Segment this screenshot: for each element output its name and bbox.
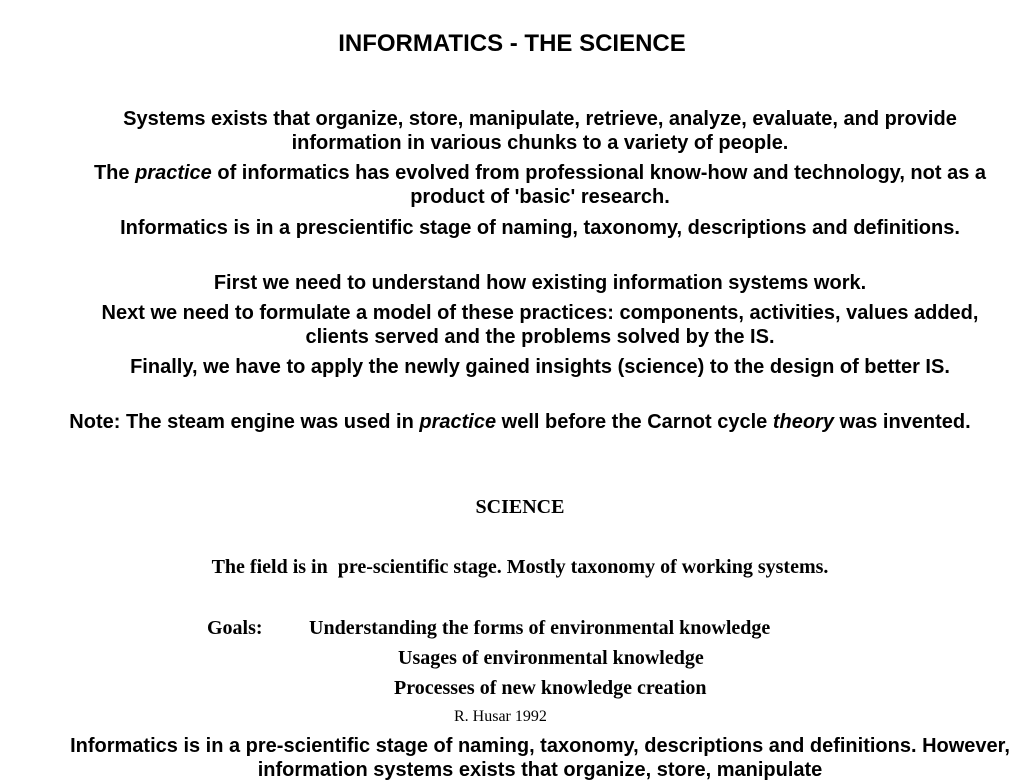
goal-item: Understanding the forms of environmental knowledge: [309, 617, 771, 639]
goal-item: Usages of environmental knowledge: [398, 647, 704, 669]
paragraph-practice-emphasis: practice: [135, 162, 212, 184]
paragraph-practice: [90, 161, 990, 209]
note-before: Note: The steam engine was used in: [69, 411, 420, 433]
science-heading: SCIENCE: [475, 496, 565, 518]
paragraph-practice-before: The: [93, 162, 136, 184]
goals-label: Goals:: [207, 617, 263, 639]
paragraph-model: Next we need to formulate a model of these practices: components, activities, values added, clients served and the problems solved by the IS.: [101, 302, 979, 348]
note-emphasis-practice: practice: [419, 411, 497, 433]
author-credit: R. Husar 1992: [454, 708, 547, 725]
paragraph-systems-exist: Systems exists that organize, store, manipulate, retrieve, analyze, evaluate, and provide information in various chunks to a variety of people.: [123, 108, 957, 154]
paragraph-apply: Finally, we have to apply the newly gained insights (science) to the design of better IS.: [130, 356, 950, 378]
note-after: was invented.: [833, 411, 971, 433]
note-middle: well before the Carnot cycle: [496, 411, 773, 433]
goal-item: Processes of new knowledge creation: [394, 677, 707, 699]
paragraph-understand: First we need to understand how existing information systems work.: [213, 272, 867, 294]
paragraph-prescientific: Informatics is in a prescientific stage of naming, taxonomy, descriptions and definitions.: [120, 217, 960, 239]
science-stage-line: The field is in pre-scientific stage. Mostly taxonomy of working systems.: [211, 556, 829, 578]
paragraph-bottom: Informatics is in a pre-scientific stage of naming, taxonomy, descriptions and definitions. However, information systems exists that organize, store, manipulate: [70, 735, 1010, 781]
paragraph-practice-after: of informatics has evolved from professional know-how and technology, not as a product of 'basic' research.: [211, 162, 987, 208]
note-emphasis-theory: theory: [772, 411, 834, 433]
page-title: INFORMATICS - THE SCIENCE: [338, 30, 686, 57]
paragraph-note: [40, 410, 1000, 434]
